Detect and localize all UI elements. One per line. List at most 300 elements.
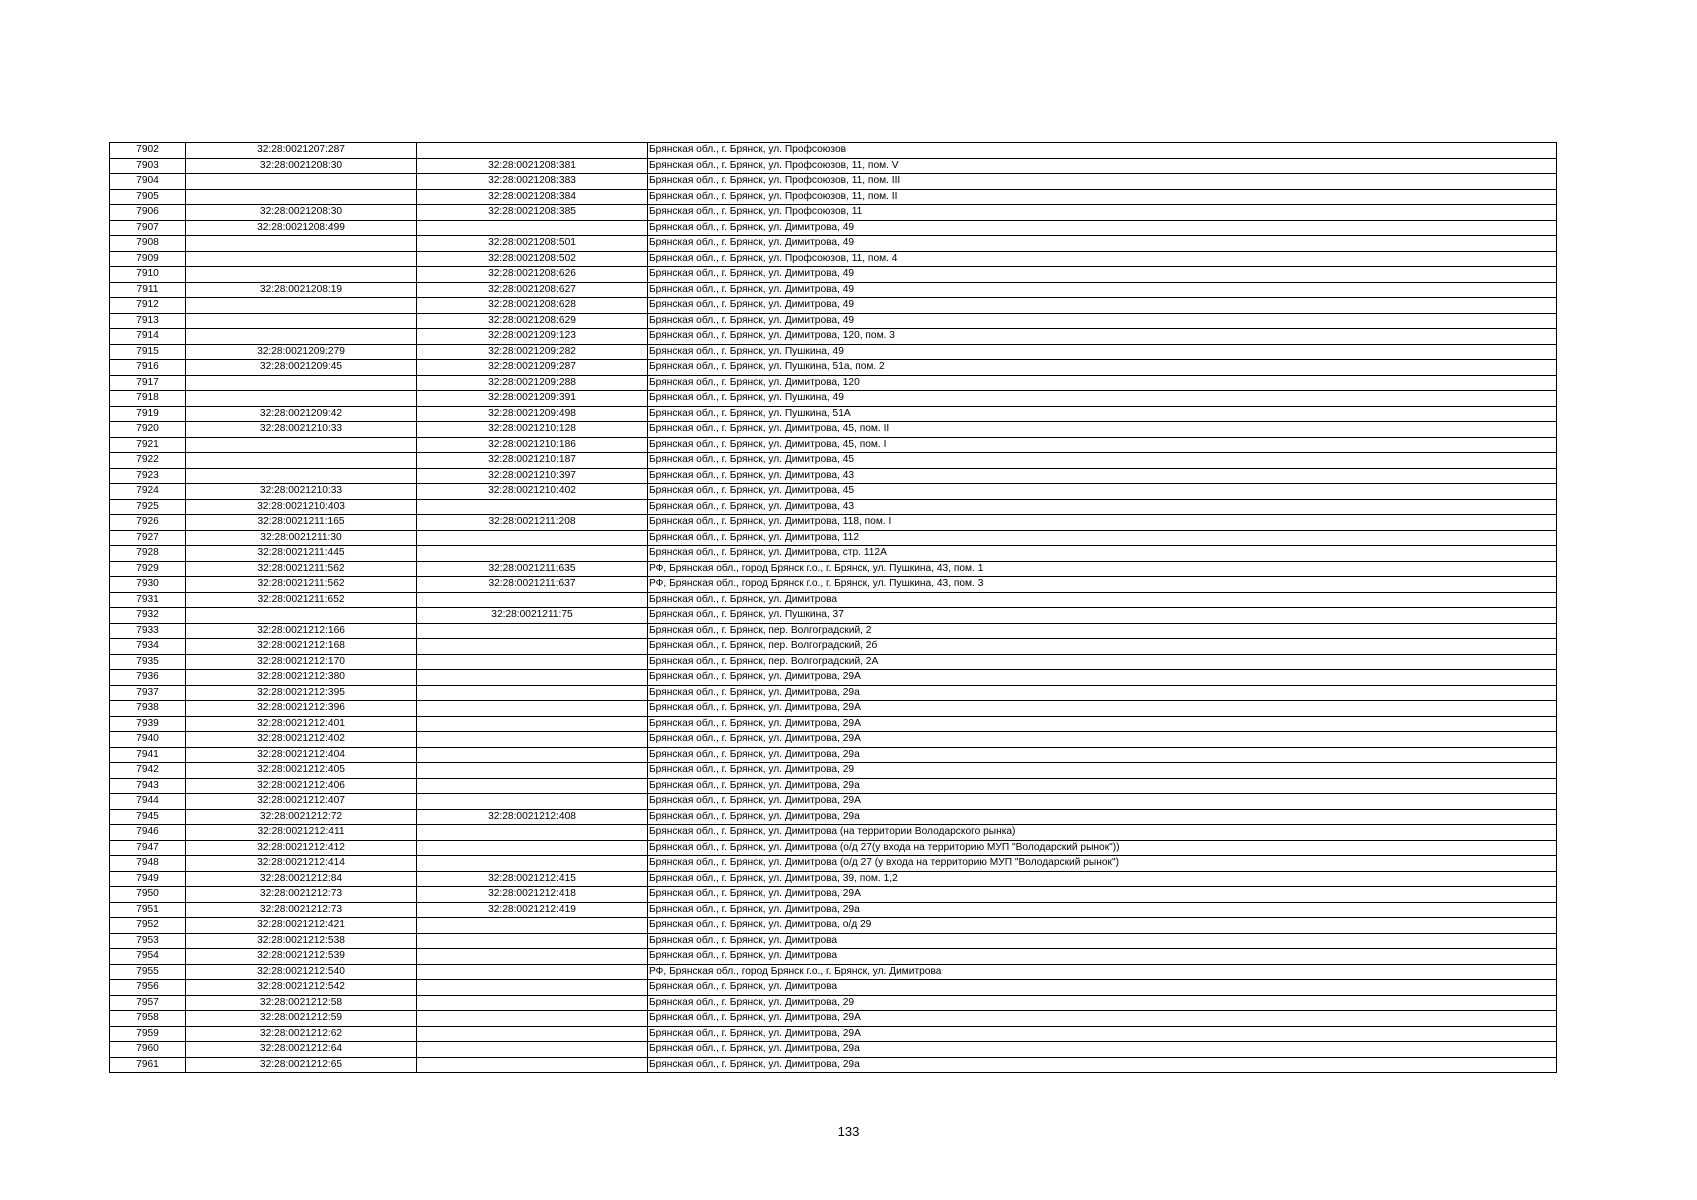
object-cadastral-number-cell: 32:28:0021208:383 bbox=[417, 174, 648, 190]
parcel-cadastral-number-cell: 32:28:0021212:380 bbox=[186, 670, 417, 686]
address-cell: Брянская обл., г. Брянск, ул. Димитрова, 120, пом. 3 bbox=[648, 329, 1557, 345]
object-cadastral-number-cell bbox=[417, 964, 648, 980]
parcel-cadastral-number-cell: 32:28:0021211:30 bbox=[186, 530, 417, 546]
table-row bbox=[110, 577, 1557, 593]
object-cadastral-number-cell: 32:28:0021212:415 bbox=[417, 871, 648, 887]
row-number-cell: 7910 bbox=[110, 267, 186, 283]
row-number-cell: 7927 bbox=[110, 530, 186, 546]
object-cadastral-number-cell bbox=[417, 701, 648, 717]
object-cadastral-number-cell bbox=[417, 1026, 648, 1042]
object-cadastral-number-cell bbox=[417, 592, 648, 608]
parcel-cadastral-number-cell: 32:28:0021212:73 bbox=[186, 887, 417, 903]
row-number-cell: 7902 bbox=[110, 143, 186, 159]
object-cadastral-number-cell: 32:28:0021208:627 bbox=[417, 282, 648, 298]
object-cadastral-number-cell: 32:28:0021210:186 bbox=[417, 437, 648, 453]
address-cell: Брянская обл., г. Брянск, ул. Димитрова, 39, пом. 1,2 bbox=[648, 871, 1557, 887]
table-row bbox=[110, 918, 1557, 934]
row-number-cell: 7935 bbox=[110, 654, 186, 670]
table-row bbox=[110, 546, 1557, 562]
row-number-cell: 7908 bbox=[110, 236, 186, 252]
object-cadastral-number-cell bbox=[417, 995, 648, 1011]
parcel-cadastral-number-cell: 32:28:0021212:404 bbox=[186, 747, 417, 763]
object-cadastral-number-cell bbox=[417, 670, 648, 686]
parcel-cadastral-number-cell bbox=[186, 298, 417, 314]
table-row bbox=[110, 732, 1557, 748]
object-cadastral-number-cell bbox=[417, 732, 648, 748]
parcel-cadastral-number-cell bbox=[186, 608, 417, 624]
address-cell: Брянская обл., г. Брянск, ул. Димитрова bbox=[648, 980, 1557, 996]
address-cell: Брянская обл., г. Брянск, ул. Димитрова, 29А bbox=[648, 1011, 1557, 1027]
parcel-cadastral-number-cell: 32:28:0021212:412 bbox=[186, 840, 417, 856]
address-cell: Брянская обл., г. Брянск, ул. Димитрова bbox=[648, 592, 1557, 608]
row-number-cell: 7906 bbox=[110, 205, 186, 221]
address-cell: Брянская обл., г. Брянск, ул. Профсоюзов, 11, пом. V bbox=[648, 158, 1557, 174]
table-row bbox=[110, 499, 1557, 515]
row-number-cell: 7938 bbox=[110, 701, 186, 717]
row-number-cell: 7947 bbox=[110, 840, 186, 856]
row-number-cell: 7920 bbox=[110, 422, 186, 438]
table-row bbox=[110, 685, 1557, 701]
parcel-cadastral-number-cell: 32:28:0021212:402 bbox=[186, 732, 417, 748]
parcel-cadastral-number-cell: 32:28:0021211:445 bbox=[186, 546, 417, 562]
table-row bbox=[110, 391, 1557, 407]
address-cell: Брянская обл., г. Брянск, пер. Волгоградский, 2б bbox=[648, 639, 1557, 655]
address-cell: Брянская обл., г. Брянск, ул. Димитрова, 29А bbox=[648, 1026, 1557, 1042]
row-number-cell: 7941 bbox=[110, 747, 186, 763]
object-cadastral-number-cell: 32:28:0021211:208 bbox=[417, 515, 648, 531]
parcel-cadastral-number-cell bbox=[186, 236, 417, 252]
table-row bbox=[110, 484, 1557, 500]
parcel-cadastral-number-cell bbox=[186, 313, 417, 329]
row-number-cell: 7961 bbox=[110, 1057, 186, 1073]
table-row bbox=[110, 840, 1557, 856]
address-cell: Брянская обл., г. Брянск, ул. Димитрова, 29а bbox=[648, 747, 1557, 763]
table-row bbox=[110, 360, 1557, 376]
row-number-cell: 7960 bbox=[110, 1042, 186, 1058]
row-number-cell: 7946 bbox=[110, 825, 186, 841]
row-number-cell: 7950 bbox=[110, 887, 186, 903]
register-table-body bbox=[110, 143, 1557, 1073]
parcel-cadastral-number-cell: 32:28:0021208:499 bbox=[186, 220, 417, 236]
address-cell: Брянская обл., г. Брянск, ул. Димитрова, 29а bbox=[648, 1057, 1557, 1073]
parcel-cadastral-number-cell: 32:28:0021212:64 bbox=[186, 1042, 417, 1058]
row-number-cell: 7934 bbox=[110, 639, 186, 655]
address-cell: Брянская обл., г. Брянск, пер. Волгоградский, 2 bbox=[648, 623, 1557, 639]
object-cadastral-number-cell: 32:28:0021208:626 bbox=[417, 267, 648, 283]
address-cell: Брянская обл., г. Брянск, ул. Димитрова, 29а bbox=[648, 685, 1557, 701]
table-row bbox=[110, 887, 1557, 903]
parcel-cadastral-number-cell: 32:28:0021212:170 bbox=[186, 654, 417, 670]
parcel-cadastral-number-cell bbox=[186, 329, 417, 345]
address-cell: Брянская обл., г. Брянск, ул. Димитрова, 43 bbox=[648, 468, 1557, 484]
table-row bbox=[110, 670, 1557, 686]
address-cell: Брянская обл., г. Брянск, ул. Димитрова, 29а bbox=[648, 809, 1557, 825]
object-cadastral-number-cell: 32:28:0021211:635 bbox=[417, 561, 648, 577]
object-cadastral-number-cell: 32:28:0021211:637 bbox=[417, 577, 648, 593]
address-cell: Брянская обл., г. Брянск, ул. Димитрова, о/д 29 bbox=[648, 918, 1557, 934]
address-cell: Брянская обл., г. Брянск, ул. Профсоюзов, 11, пом. III bbox=[648, 174, 1557, 190]
object-cadastral-number-cell bbox=[417, 949, 648, 965]
row-number-cell: 7914 bbox=[110, 329, 186, 345]
table-row bbox=[110, 375, 1557, 391]
table-row bbox=[110, 1057, 1557, 1073]
parcel-cadastral-number-cell: 32:28:0021212:406 bbox=[186, 778, 417, 794]
row-number-cell: 7925 bbox=[110, 499, 186, 515]
address-cell: Брянская обл., г. Брянск, ул. Димитрова, стр. 112А bbox=[648, 546, 1557, 562]
address-cell: Брянская обл., г. Брянск, ул. Димитрова, 29А bbox=[648, 732, 1557, 748]
address-cell: Брянская обл., г. Брянск, ул. Димитрова bbox=[648, 933, 1557, 949]
table-row bbox=[110, 437, 1557, 453]
parcel-cadastral-number-cell: 32:28:0021212:542 bbox=[186, 980, 417, 996]
object-cadastral-number-cell: 32:28:0021210:128 bbox=[417, 422, 648, 438]
parcel-cadastral-number-cell: 32:28:0021212:538 bbox=[186, 933, 417, 949]
row-number-cell: 7929 bbox=[110, 561, 186, 577]
object-cadastral-number-cell: 32:28:0021208:628 bbox=[417, 298, 648, 314]
object-cadastral-number-cell bbox=[417, 747, 648, 763]
object-cadastral-number-cell bbox=[417, 1011, 648, 1027]
parcel-cadastral-number-cell: 32:28:0021212:401 bbox=[186, 716, 417, 732]
address-cell: Брянская обл., г. Брянск, ул. Пушкина, 51а, пом. 2 bbox=[648, 360, 1557, 376]
address-cell: Брянская обл., г. Брянск, ул. Димитрова, 49 bbox=[648, 220, 1557, 236]
address-cell: Брянская обл., г. Брянск, ул. Пушкина, 49 bbox=[648, 344, 1557, 360]
row-number-cell: 7913 bbox=[110, 313, 186, 329]
table-row bbox=[110, 949, 1557, 965]
row-number-cell: 7912 bbox=[110, 298, 186, 314]
address-cell: Брянская обл., г. Брянск, ул. Димитрова, 118, пом. I bbox=[648, 515, 1557, 531]
address-cell: Брянская обл., г. Брянск, ул. Димитрова, 49 bbox=[648, 236, 1557, 252]
table-row bbox=[110, 639, 1557, 655]
row-number-cell: 7930 bbox=[110, 577, 186, 593]
table-row bbox=[110, 406, 1557, 422]
row-number-cell: 7948 bbox=[110, 856, 186, 872]
row-number-cell: 7933 bbox=[110, 623, 186, 639]
object-cadastral-number-cell bbox=[417, 980, 648, 996]
row-number-cell: 7937 bbox=[110, 685, 186, 701]
row-number-cell: 7953 bbox=[110, 933, 186, 949]
table-row bbox=[110, 825, 1557, 841]
object-cadastral-number-cell: 32:28:0021210:402 bbox=[417, 484, 648, 500]
row-number-cell: 7905 bbox=[110, 189, 186, 205]
parcel-cadastral-number-cell: 32:28:0021208:19 bbox=[186, 282, 417, 298]
object-cadastral-number-cell bbox=[417, 143, 648, 159]
object-cadastral-number-cell bbox=[417, 220, 648, 236]
table-row bbox=[110, 809, 1557, 825]
table-row bbox=[110, 1026, 1557, 1042]
parcel-cadastral-number-cell: 32:28:0021207:287 bbox=[186, 143, 417, 159]
table-row bbox=[110, 561, 1557, 577]
address-cell: Брянская обл., г. Брянск, ул. Димитрова, 29а bbox=[648, 902, 1557, 918]
parcel-cadastral-number-cell: 32:28:0021211:562 bbox=[186, 561, 417, 577]
table-row bbox=[110, 530, 1557, 546]
table-row bbox=[110, 871, 1557, 887]
parcel-cadastral-number-cell: 32:28:0021212:73 bbox=[186, 902, 417, 918]
parcel-cadastral-number-cell: 32:28:0021212:62 bbox=[186, 1026, 417, 1042]
address-cell: Брянская обл., г. Брянск, пер. Волгоградский, 2А bbox=[648, 654, 1557, 670]
table-row bbox=[110, 143, 1557, 159]
row-number-cell: 7943 bbox=[110, 778, 186, 794]
address-cell: Брянская обл., г. Брянск, ул. Димитрова, 29А bbox=[648, 670, 1557, 686]
object-cadastral-number-cell: 32:28:0021210:397 bbox=[417, 468, 648, 484]
object-cadastral-number-cell: 32:28:0021208:502 bbox=[417, 251, 648, 267]
page-number: 133 bbox=[837, 1124, 860, 1139]
row-number-cell: 7924 bbox=[110, 484, 186, 500]
parcel-cadastral-number-cell: 32:28:0021208:30 bbox=[186, 205, 417, 221]
parcel-cadastral-number-cell: 32:28:0021212:540 bbox=[186, 964, 417, 980]
address-cell: Брянская обл., г. Брянск, ул. Профсоюзов, 11, пом. 4 bbox=[648, 251, 1557, 267]
row-number-cell: 7951 bbox=[110, 902, 186, 918]
parcel-cadastral-number-cell: 32:28:0021209:279 bbox=[186, 344, 417, 360]
address-cell: Брянская обл., г. Брянск, ул. Димитрова, 43 bbox=[648, 499, 1557, 515]
address-cell: Брянская обл., г. Брянск, ул. Профсоюзов bbox=[648, 143, 1557, 159]
row-number-cell: 7957 bbox=[110, 995, 186, 1011]
register-table bbox=[109, 142, 1557, 1073]
object-cadastral-number-cell bbox=[417, 499, 648, 515]
object-cadastral-number-cell: 32:28:0021209:282 bbox=[417, 344, 648, 360]
row-number-cell: 7919 bbox=[110, 406, 186, 422]
object-cadastral-number-cell bbox=[417, 1057, 648, 1073]
address-cell: Брянская обл., г. Брянск, ул. Профсоюзов, 11, пом. II bbox=[648, 189, 1557, 205]
table-row bbox=[110, 515, 1557, 531]
address-cell: РФ, Брянская обл., город Брянск г.о., г. Брянск, ул. Димитрова bbox=[648, 964, 1557, 980]
address-cell: Брянская обл., г. Брянск, ул. Димитрова, 29А bbox=[648, 716, 1557, 732]
table-row bbox=[110, 608, 1557, 624]
address-cell: Брянская обл., г. Брянск, ул. Димитрова, 29а bbox=[648, 778, 1557, 794]
object-cadastral-number-cell bbox=[417, 794, 648, 810]
address-cell: Брянская обл., г. Брянск, ул. Димитрова, 29а bbox=[648, 1042, 1557, 1058]
object-cadastral-number-cell bbox=[417, 856, 648, 872]
object-cadastral-number-cell: 32:28:0021209:123 bbox=[417, 329, 648, 345]
object-cadastral-number-cell: 32:28:0021209:288 bbox=[417, 375, 648, 391]
row-number-cell: 7921 bbox=[110, 437, 186, 453]
object-cadastral-number-cell bbox=[417, 918, 648, 934]
table-row bbox=[110, 747, 1557, 763]
parcel-cadastral-number-cell: 32:28:0021212:72 bbox=[186, 809, 417, 825]
object-cadastral-number-cell bbox=[417, 530, 648, 546]
row-number-cell: 7940 bbox=[110, 732, 186, 748]
parcel-cadastral-number-cell: 32:28:0021210:33 bbox=[186, 422, 417, 438]
row-number-cell: 7936 bbox=[110, 670, 186, 686]
table-row bbox=[110, 1042, 1557, 1058]
row-number-cell: 7956 bbox=[110, 980, 186, 996]
address-cell: Брянская обл., г. Брянск, ул. Димитрова, 45, пом. I bbox=[648, 437, 1557, 453]
table-row bbox=[110, 453, 1557, 469]
object-cadastral-number-cell: 32:28:0021212:419 bbox=[417, 902, 648, 918]
parcel-cadastral-number-cell: 32:28:0021212:65 bbox=[186, 1057, 417, 1073]
row-number-cell: 7909 bbox=[110, 251, 186, 267]
parcel-cadastral-number-cell bbox=[186, 267, 417, 283]
table-row bbox=[110, 236, 1557, 252]
row-number-cell: 7916 bbox=[110, 360, 186, 376]
object-cadastral-number-cell: 32:28:0021210:187 bbox=[417, 453, 648, 469]
parcel-cadastral-number-cell: 32:28:0021212:395 bbox=[186, 685, 417, 701]
parcel-cadastral-number-cell bbox=[186, 375, 417, 391]
parcel-cadastral-number-cell: 32:28:0021212:421 bbox=[186, 918, 417, 934]
address-cell: Брянская обл., г. Брянск, ул. Профсоюзов, 11 bbox=[648, 205, 1557, 221]
parcel-cadastral-number-cell bbox=[186, 468, 417, 484]
parcel-cadastral-number-cell: 32:28:0021212:405 bbox=[186, 763, 417, 779]
address-cell: Брянская обл., г. Брянск, ул. Димитрова, 45, пом. II bbox=[648, 422, 1557, 438]
table-row bbox=[110, 174, 1557, 190]
object-cadastral-number-cell: 32:28:0021209:498 bbox=[417, 406, 648, 422]
object-cadastral-number-cell bbox=[417, 685, 648, 701]
parcel-cadastral-number-cell: 32:28:0021212:58 bbox=[186, 995, 417, 1011]
object-cadastral-number-cell bbox=[417, 716, 648, 732]
address-cell: Брянская обл., г. Брянск, ул. Димитрова, 29 bbox=[648, 995, 1557, 1011]
table-row bbox=[110, 964, 1557, 980]
address-cell: Брянская обл., г. Брянск, ул. Димитрова, 29А bbox=[648, 794, 1557, 810]
table-row bbox=[110, 189, 1557, 205]
address-cell: Брянская обл., г. Брянск, ул. Димитрова, 29 bbox=[648, 763, 1557, 779]
row-number-cell: 7904 bbox=[110, 174, 186, 190]
row-number-cell: 7954 bbox=[110, 949, 186, 965]
table-row bbox=[110, 592, 1557, 608]
address-cell: Брянская обл., г. Брянск, ул. Димитрова, 45 bbox=[648, 453, 1557, 469]
object-cadastral-number-cell: 32:28:0021208:384 bbox=[417, 189, 648, 205]
parcel-cadastral-number-cell: 32:28:0021211:165 bbox=[186, 515, 417, 531]
object-cadastral-number-cell bbox=[417, 933, 648, 949]
object-cadastral-number-cell: 32:28:0021212:418 bbox=[417, 887, 648, 903]
table-row bbox=[110, 205, 1557, 221]
parcel-cadastral-number-cell: 32:28:0021212:166 bbox=[186, 623, 417, 639]
parcel-cadastral-number-cell: 32:28:0021212:407 bbox=[186, 794, 417, 810]
parcel-cadastral-number-cell: 32:28:0021210:403 bbox=[186, 499, 417, 515]
object-cadastral-number-cell bbox=[417, 639, 648, 655]
object-cadastral-number-cell: 32:28:0021209:391 bbox=[417, 391, 648, 407]
parcel-cadastral-number-cell bbox=[186, 174, 417, 190]
object-cadastral-number-cell bbox=[417, 1042, 648, 1058]
table-row bbox=[110, 716, 1557, 732]
table-row bbox=[110, 251, 1557, 267]
object-cadastral-number-cell: 32:28:0021208:385 bbox=[417, 205, 648, 221]
address-cell: Брянская обл., г. Брянск, ул. Димитрова, 120 bbox=[648, 375, 1557, 391]
parcel-cadastral-number-cell bbox=[186, 251, 417, 267]
parcel-cadastral-number-cell: 32:28:0021209:42 bbox=[186, 406, 417, 422]
parcel-cadastral-number-cell bbox=[186, 453, 417, 469]
table-row bbox=[110, 329, 1557, 345]
row-number-cell: 7918 bbox=[110, 391, 186, 407]
address-cell: Брянская обл., г. Брянск, ул. Димитрова, 49 bbox=[648, 267, 1557, 283]
address-cell: Брянская обл., г. Брянск, ул. Димитрова, 29А bbox=[648, 887, 1557, 903]
parcel-cadastral-number-cell bbox=[186, 437, 417, 453]
table-row bbox=[110, 282, 1557, 298]
object-cadastral-number-cell bbox=[417, 546, 648, 562]
table-row bbox=[110, 902, 1557, 918]
table-row bbox=[110, 778, 1557, 794]
parcel-cadastral-number-cell: 32:28:0021212:539 bbox=[186, 949, 417, 965]
table-row bbox=[110, 701, 1557, 717]
object-cadastral-number-cell bbox=[417, 654, 648, 670]
object-cadastral-number-cell bbox=[417, 763, 648, 779]
address-cell: Брянская обл., г. Брянск, ул. Пушкина, 49 bbox=[648, 391, 1557, 407]
parcel-cadastral-number-cell: 32:28:0021212:414 bbox=[186, 856, 417, 872]
address-cell: Брянская обл., г. Брянск, ул. Димитрова, 29А bbox=[648, 701, 1557, 717]
row-number-cell: 7955 bbox=[110, 964, 186, 980]
table-row bbox=[110, 995, 1557, 1011]
table-row bbox=[110, 344, 1557, 360]
row-number-cell: 7959 bbox=[110, 1026, 186, 1042]
parcel-cadastral-number-cell: 32:28:0021212:84 bbox=[186, 871, 417, 887]
object-cadastral-number-cell: 32:28:0021208:629 bbox=[417, 313, 648, 329]
row-number-cell: 7945 bbox=[110, 809, 186, 825]
object-cadastral-number-cell: 32:28:0021208:501 bbox=[417, 236, 648, 252]
parcel-cadastral-number-cell: 32:28:0021209:45 bbox=[186, 360, 417, 376]
parcel-cadastral-number-cell: 32:28:0021211:562 bbox=[186, 577, 417, 593]
table-row bbox=[110, 856, 1557, 872]
address-cell: РФ, Брянская обл., город Брянск г.о., г. Брянск, ул. Пушкина, 43, пом. 3 bbox=[648, 577, 1557, 593]
object-cadastral-number-cell: 32:28:0021209:287 bbox=[417, 360, 648, 376]
row-number-cell: 7952 bbox=[110, 918, 186, 934]
row-number-cell: 7922 bbox=[110, 453, 186, 469]
row-number-cell: 7939 bbox=[110, 716, 186, 732]
table-row bbox=[110, 623, 1557, 639]
row-number-cell: 7911 bbox=[110, 282, 186, 298]
table-row bbox=[110, 313, 1557, 329]
address-cell: Брянская обл., г. Брянск, ул. Пушкина, 51А bbox=[648, 406, 1557, 422]
address-cell: Брянская обл., г. Брянск, ул. Димитрова, 112 bbox=[648, 530, 1557, 546]
table-row bbox=[110, 158, 1557, 174]
object-cadastral-number-cell bbox=[417, 778, 648, 794]
object-cadastral-number-cell bbox=[417, 840, 648, 856]
table-row bbox=[110, 267, 1557, 283]
row-number-cell: 7903 bbox=[110, 158, 186, 174]
table-row bbox=[110, 1011, 1557, 1027]
object-cadastral-number-cell bbox=[417, 623, 648, 639]
row-number-cell: 7923 bbox=[110, 468, 186, 484]
table-row bbox=[110, 980, 1557, 996]
parcel-cadastral-number-cell: 32:28:0021212:59 bbox=[186, 1011, 417, 1027]
parcel-cadastral-number-cell: 32:28:0021212:411 bbox=[186, 825, 417, 841]
row-number-cell: 7944 bbox=[110, 794, 186, 810]
row-number-cell: 7926 bbox=[110, 515, 186, 531]
table-row bbox=[110, 220, 1557, 236]
table-row bbox=[110, 422, 1557, 438]
row-number-cell: 7917 bbox=[110, 375, 186, 391]
address-cell: Брянская обл., г. Брянск, ул. Димитрова (на территории Володарского рынка) bbox=[648, 825, 1557, 841]
row-number-cell: 7949 bbox=[110, 871, 186, 887]
parcel-cadastral-number-cell: 32:28:0021210:33 bbox=[186, 484, 417, 500]
parcel-cadastral-number-cell: 32:28:0021208:30 bbox=[186, 158, 417, 174]
row-number-cell: 7942 bbox=[110, 763, 186, 779]
row-number-cell: 7907 bbox=[110, 220, 186, 236]
address-cell: Брянская обл., г. Брянск, ул. Димитрова (о/д 27(у входа на территорию МУП "Володарский рынок")) bbox=[648, 840, 1557, 856]
row-number-cell: 7928 bbox=[110, 546, 186, 562]
address-cell: Брянская обл., г. Брянск, ул. Димитрова, 49 bbox=[648, 298, 1557, 314]
row-number-cell: 7932 bbox=[110, 608, 186, 624]
row-number-cell: 7931 bbox=[110, 592, 186, 608]
parcel-cadastral-number-cell bbox=[186, 391, 417, 407]
table-row bbox=[110, 468, 1557, 484]
address-cell: Брянская обл., г. Брянск, ул. Димитрова, 45 bbox=[648, 484, 1557, 500]
object-cadastral-number-cell bbox=[417, 825, 648, 841]
address-cell: Брянская обл., г. Брянск, ул. Димитрова, 49 bbox=[648, 313, 1557, 329]
table-row bbox=[110, 763, 1557, 779]
table-row bbox=[110, 298, 1557, 314]
row-number-cell: 7958 bbox=[110, 1011, 186, 1027]
object-cadastral-number-cell: 32:28:0021212:408 bbox=[417, 809, 648, 825]
object-cadastral-number-cell: 32:28:0021211:75 bbox=[417, 608, 648, 624]
parcel-cadastral-number-cell: 32:28:0021212:396 bbox=[186, 701, 417, 717]
address-cell: Брянская обл., г. Брянск, ул. Димитрова bbox=[648, 949, 1557, 965]
parcel-cadastral-number-cell: 32:28:0021211:652 bbox=[186, 592, 417, 608]
table-row bbox=[110, 654, 1557, 670]
table-row bbox=[110, 794, 1557, 810]
object-cadastral-number-cell: 32:28:0021208:381 bbox=[417, 158, 648, 174]
row-number-cell: 7915 bbox=[110, 344, 186, 360]
address-cell: Брянская обл., г. Брянск, ул. Димитрова (о/д 27 (у входа на территорию МУП "Володарский рынок") bbox=[648, 856, 1557, 872]
address-cell: Брянская обл., г. Брянск, ул. Пушкина, 37 bbox=[648, 608, 1557, 624]
parcel-cadastral-number-cell bbox=[186, 189, 417, 205]
address-cell: РФ, Брянская обл., город Брянск г.о., г. Брянск, ул. Пушкина, 43, пом. 1 bbox=[648, 561, 1557, 577]
